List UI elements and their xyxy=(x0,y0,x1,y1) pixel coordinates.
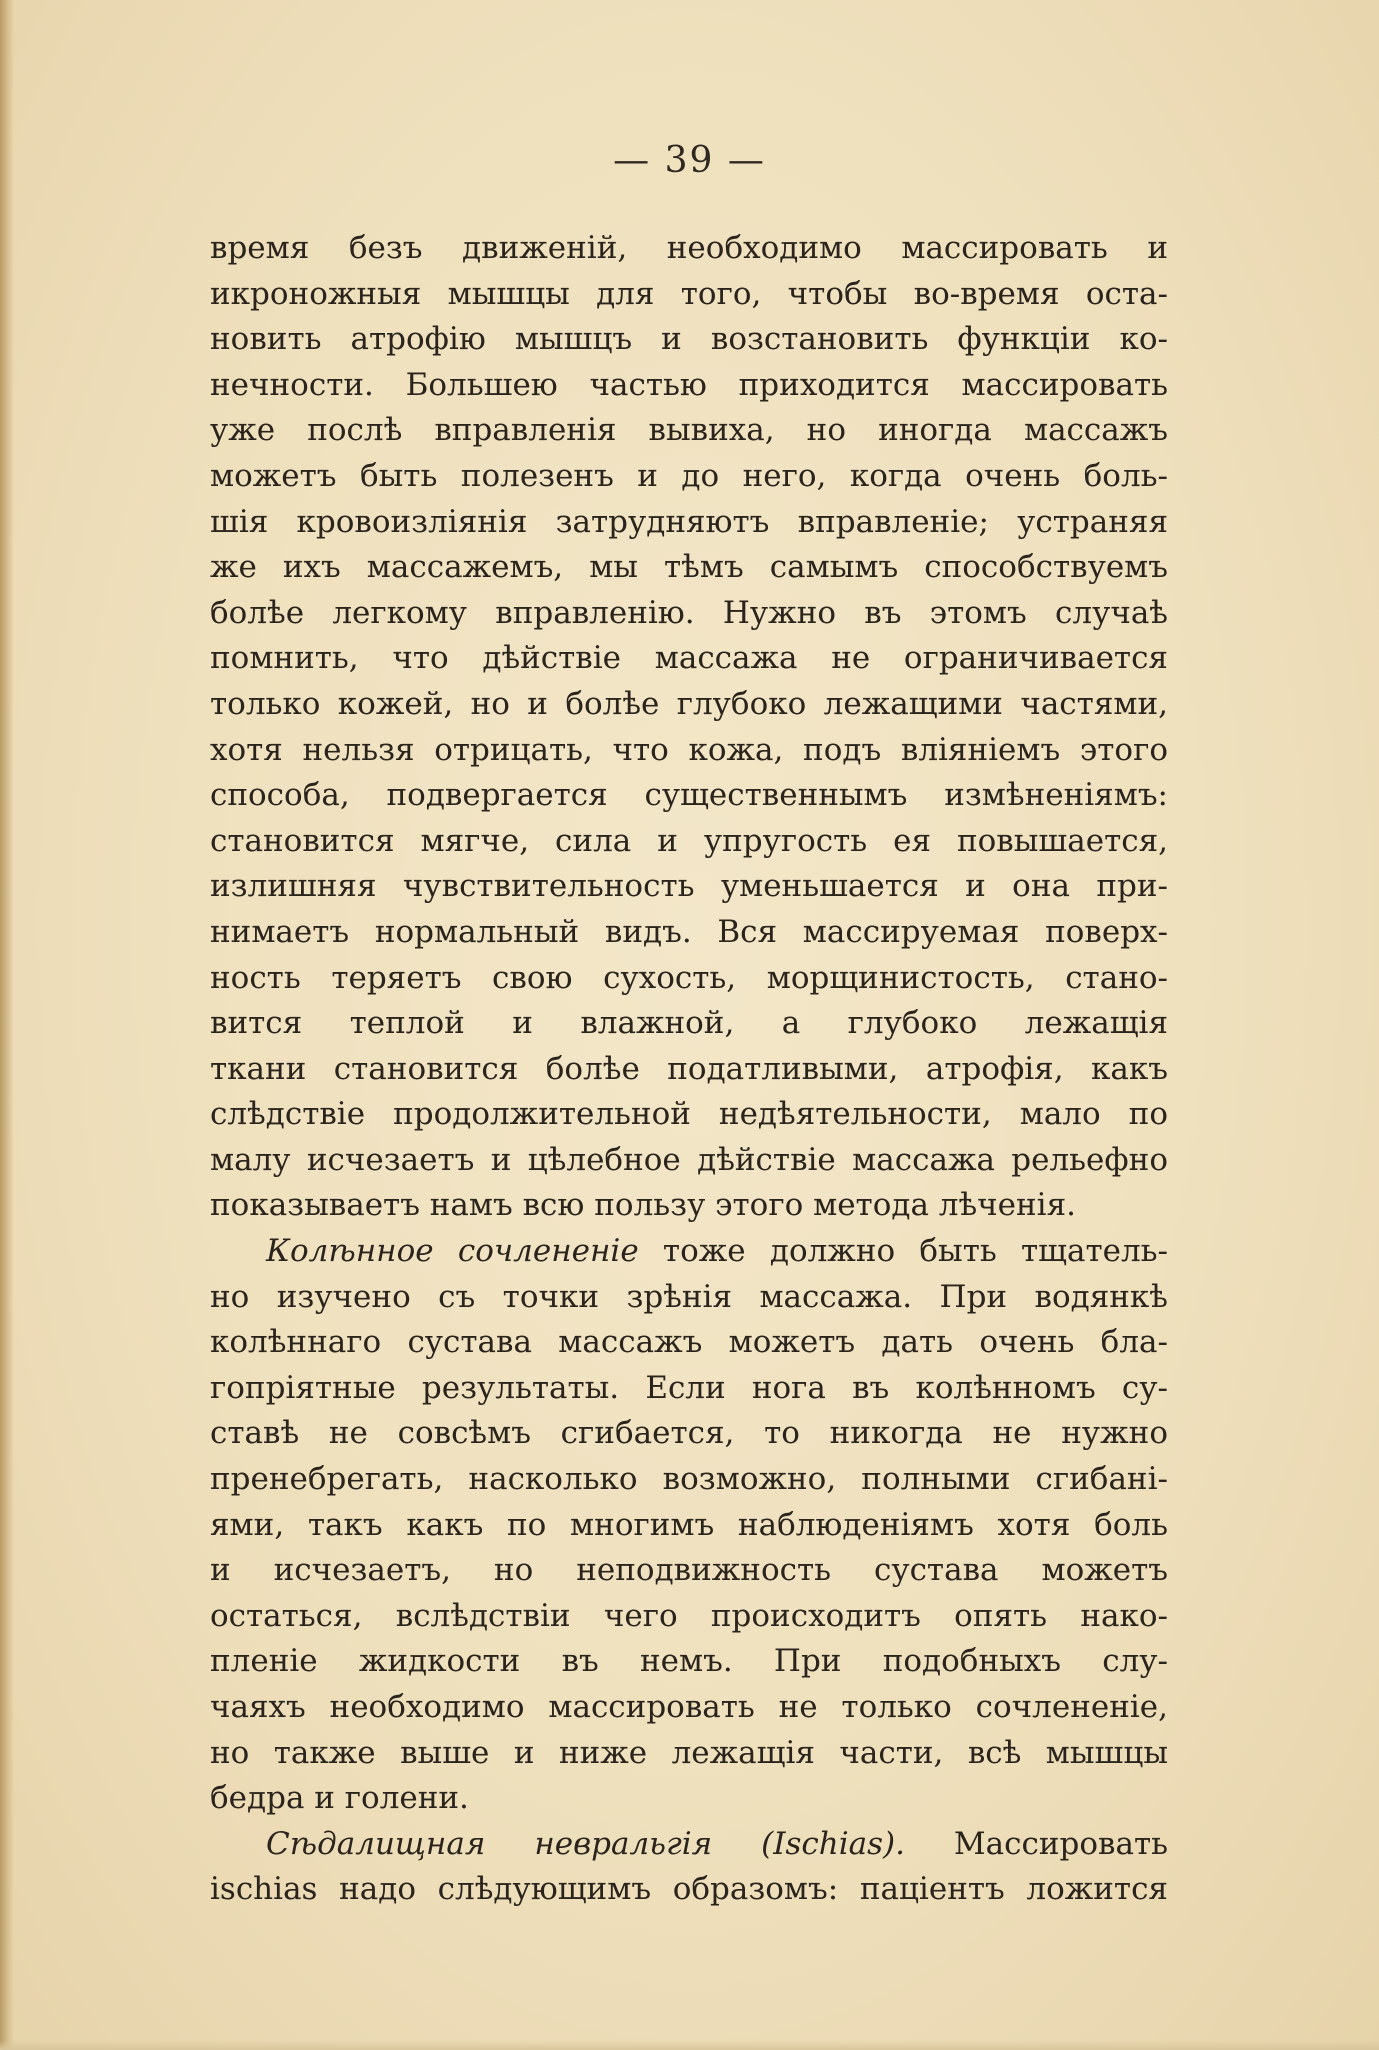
page-binding-edge xyxy=(0,0,14,2050)
page-number: — 39 — xyxy=(613,140,766,181)
text-line-continuation: Массировать xyxy=(904,1825,1168,1862)
text-line: слѣдствіе продолжительной недѣятельности, мало по xyxy=(210,1096,1168,1133)
text-line: и исчезаетъ, но неподвижность сустава можетъ xyxy=(210,1552,1168,1589)
text-line: болѣе легкому вправленію. Нужно въ этомъ случаѣ xyxy=(210,594,1168,631)
text-line: только кожей, но и болѣе глубоко лежащими частями, xyxy=(210,685,1168,722)
text-line: уже послѣ вправленія вывиха, но иногда массажъ xyxy=(210,412,1168,449)
text-line: показываетъ намъ всю пользу этого метода лѣченія. xyxy=(210,1187,1077,1224)
text-line: шія кровоизліянія затрудняютъ вправленіе; устраняя xyxy=(210,503,1168,540)
paragraph-massage-effects xyxy=(210,226,1168,1229)
body-text xyxy=(210,226,1168,1913)
text-line: вится теплой и влажной, а глубоко лежащія xyxy=(210,1005,1168,1042)
text-line: чаяхъ необходимо массировать не только сочлененіе, xyxy=(210,1689,1168,1725)
text-line: нимаетъ нормальный видъ. Вся массируемая поверх- xyxy=(210,913,1168,950)
text-line: хотя нельзя отрицать, что кожа, подъ вліяніемъ этого xyxy=(210,731,1168,768)
text-line: икроножныя мышцы для того, чтобы во-время оста- xyxy=(210,275,1168,312)
text-line: становится мягче, сила и упругость ея повышается, xyxy=(210,822,1168,859)
text-line: пленіе жидкости въ немъ. При подобныхъ слу- xyxy=(210,1643,1168,1680)
text-line: бедра и голени. xyxy=(210,1780,469,1817)
text-line: можетъ быть полезенъ и до него, когда очень боль- xyxy=(210,457,1168,494)
text-line: ткани становится болѣе податливыми, атрофія, какъ xyxy=(210,1050,1168,1087)
section-heading-ischias: Сѣдалищная невральгія (Ischias). xyxy=(266,1825,905,1862)
text-line: помнить, что дѣйствіе массажа не ограничивается xyxy=(210,640,1168,677)
text-line: но также выше и ниже лежащія части, всѣ мышцы xyxy=(210,1734,1168,1771)
text-line: новить атрофію мышцъ и возстановить функціи ко- xyxy=(210,321,1168,358)
text-line: излишняя чувствительность уменьшается и она при- xyxy=(210,868,1168,905)
paragraph-ischias xyxy=(210,1822,1168,1913)
section-heading-knee-joint: Колѣнное сочлененіе xyxy=(266,1233,639,1270)
text-line: гопріятные результаты. Если нога въ колѣнномъ су- xyxy=(210,1369,1168,1406)
text-line: но изучено съ точки зрѣнія массажа. При водянкѣ xyxy=(210,1278,1168,1315)
text-line xyxy=(210,1229,1168,1275)
text-line: колѣннаго сустава массажъ можетъ дать очень бла- xyxy=(210,1324,1168,1361)
text-line: ставѣ не совсѣмъ сгибается, то никогда не нужно xyxy=(210,1415,1168,1452)
text-line xyxy=(210,1822,1168,1868)
text-line: время безъ движеній, необходимо массировать и xyxy=(210,230,1168,266)
text-line: же ихъ массажемъ, мы тѣмъ самымъ способствуемъ xyxy=(210,549,1168,586)
text-line: ischias надо слѣдующимъ образомъ: паціентъ ложится xyxy=(210,1871,1168,1908)
page-bottom-edge xyxy=(0,2040,1379,2050)
text-line: способа, подвергается существеннымъ измѣненіямъ: xyxy=(210,777,1168,814)
paragraph-knee-joint xyxy=(210,1229,1168,1822)
text-line: ность теряетъ свою сухость, морщинистость, стано- xyxy=(210,959,1168,996)
text-line: нечности. Большею частью приходится массировать xyxy=(210,366,1168,403)
text-line-continuation: тоже должно быть тщатель- xyxy=(638,1233,1168,1270)
text-line: остаться, вслѣдствіи чего происходитъ опять нако- xyxy=(210,1597,1168,1634)
text-line: ями, такъ какъ по многимъ наблюденіямъ хотя боль xyxy=(210,1506,1168,1543)
text-line: малу исчезаетъ и цѣлебное дѣйствіе массажа рельефно xyxy=(210,1141,1168,1178)
text-line: пренебрегать, насколько возможно, полными сгибані- xyxy=(210,1461,1168,1498)
